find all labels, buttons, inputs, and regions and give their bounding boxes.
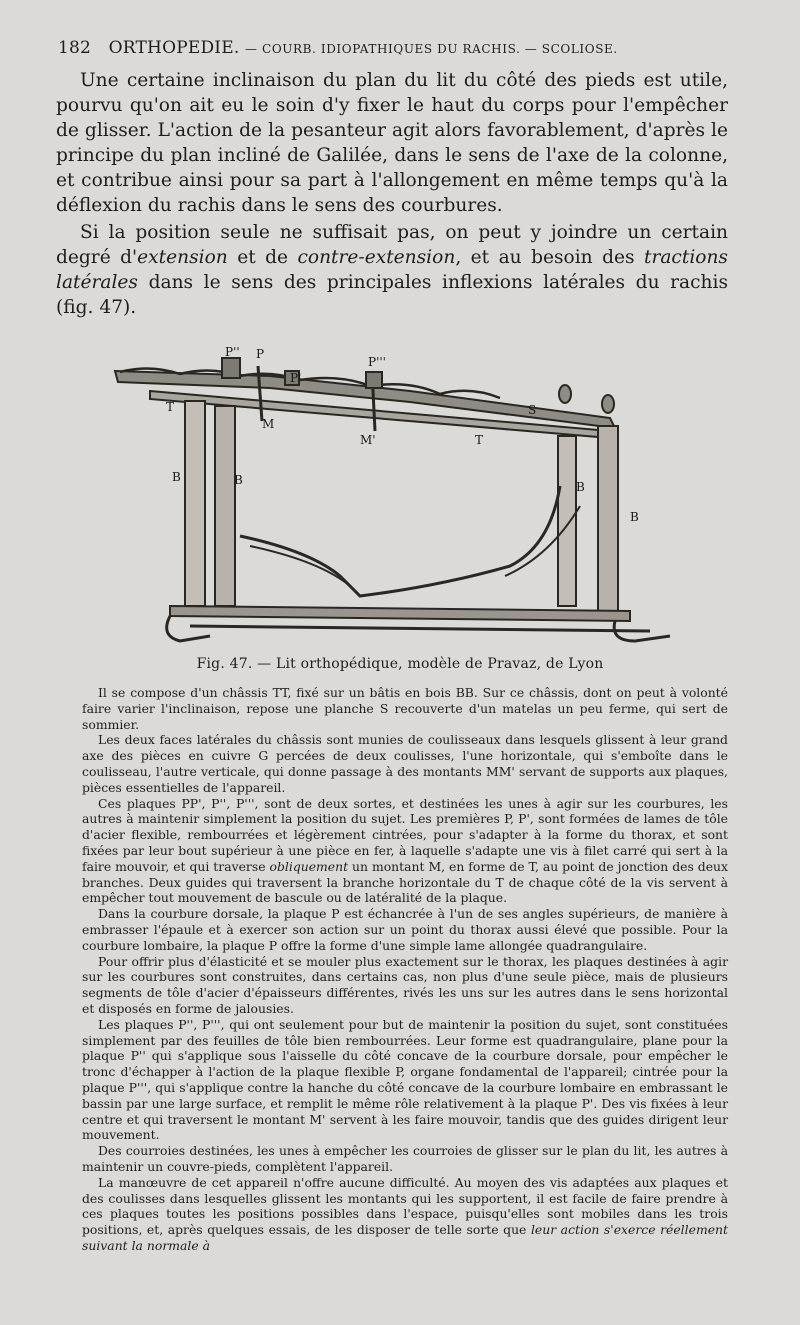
label-b4: B [630, 510, 639, 524]
section-title: ORTHOPEDIE. [108, 38, 240, 58]
label-s: S [528, 403, 537, 417]
label-b3: B [576, 480, 585, 494]
intro-paragraph-2 [56, 220, 728, 320]
label-b2: B [234, 473, 243, 487]
description-paragraph-3 [82, 796, 728, 907]
text-run: Ces plaques PP', P'', P''', sont de deux sortes, et destinées les unes à agir sur les courbures, les autres à maintenir simplement la position du sujet. Les premières P, P', sont formées de lames de tôle d'acier flexible, rembourrées et légèrement cintrées, pour s'adapter à la forme du thorax, et sont fixées par leur bout supérieur à une pièce en fer, à laquelle s'adapte une vis à filet carré qui sert à la faire mouvoir, et qui traverse [82, 795, 728, 874]
figure-orthopedic-bed [110, 336, 690, 646]
description-paragraph-5: Pour offrir plus d'élasticité et se mouler plus exactement sur le thorax, les plaques destinées à agir sur les courbures sont construites, dans certains cas, non plus d'une seule pièce, mais de plusieurs segments de tôle d'acier d'épaisseurs différentes, rivés les uns sur les autres dans le sens horizontal et disposés en forme de jalousies. [82, 953, 728, 1016]
label-m1: M' [360, 433, 376, 447]
intro-text [56, 68, 728, 320]
intro-paragraph-1: Une certaine inclinaison du plan du lit du côté des pieds est utile, pourvu qu'on ait eu le soin d'y fixer le haut du corps pour l'empêcher de glisser. L'action de la pesanteur agit alors favorablement, d'après le principe du plan incliné de Galilée, dans le sens de l'axe de la colonne, et contribue ainsi pour sa part à l'allongement en même temps qu'à la déflexion du rachis dans le sens des courbures. [56, 70, 728, 216]
description-paragraph-2: Les deux faces latérales du châssis sont munies de coulisseaux dans lesquels glissent à leur grand axe des pièces en cuivre G percées de deux coulisses, l'une horizontale, qui s'emboîte dans le coulisseau, l'autre verticale, qui donne passage à des montants MM' servant de supports aux plaques, pièces essentielles de l'appareil. [82, 732, 728, 795]
label-m: M [262, 417, 275, 431]
text-run: Si la position seule ne suffisait pas, on peut y joindre un certain degré d' [56, 222, 728, 268]
description-text [82, 685, 728, 1254]
page-number: 182 [58, 38, 92, 58]
label-b1: B [172, 470, 181, 484]
emphasis-normale: leur action s'exerce réellement suivant la normale à [82, 1222, 728, 1253]
text-run: , et au besoin des [455, 247, 644, 268]
label-t-right: T [475, 433, 484, 447]
description-paragraph-6: Les plaques P'', P''', qui ont seulement pour but de maintenir la position du sujet, sont constituées simplement par des feuilles de tôle bien rembourrées. Leur forme est quadrangulaire, plane pour la plaque P'' qui s'applique sous l'aisselle du côté concave de la courbure dorsale, pour empêcher le tronc d'échapper à l'action de la plaque flexible P, organe fondamental de l'appareil; cintrée pour la plaque P''', qui s'applique contre la hanche du côté concave de la courbure lombaire en embrassant le bassin par une large surface, et remplit le même rôle relativement à la plaque P'. Des vis fixées à leur centre et qui traversent le montant M' servent à les faire mouvoir, tandis que des guides dirigent leur mouvement. [82, 1016, 728, 1143]
label-t-left: T [166, 400, 175, 414]
running-header [58, 38, 748, 58]
text-run: dans le sens des principales inflexions latérales du rachis (fig. 47). [56, 272, 728, 318]
label-p3: P''' [368, 355, 386, 369]
text-run: La manœuvre de cet appareil n'offre aucune difficulté. Au moyen des vis adaptées aux plaques et des coulisses dans lesquelles glissent les montants qui les supportent, il est facile de faire prendre à ces plaques toutes les positions possibles dans l'espace, puisqu'elles sont mobiles dans les trois positions, et, après quelques essais, de les disposer de telle sorte que [82, 1174, 728, 1238]
label-p2: P'' [225, 345, 240, 359]
description-paragraph-7: Des courroies destinées, les unes à empêcher les courroies de glisser sur le plan du lit, les autres à maintenir un couvre-pieds, complètent l'appareil. [82, 1143, 728, 1174]
emphasis-tractions: tractions latérales [56, 247, 728, 293]
emphasis-contre-extension: contre-extension [297, 247, 456, 268]
description-paragraph-4: Dans la courbure dorsale, la plaque P est échancrée à l'un de ses angles supérieurs, de manière à embrasser l'épaule et à exercer son action sur un point du thorax aussi élevé que possible. Pour la courbure lombaire, la plaque P offre la forme d'une simple lame allongée quadrangulaire. [82, 906, 728, 953]
orthopedic-bed-engraving [110, 336, 690, 646]
section-subtitle: — COURB. IDIOPATHIQUES DU RACHIS. — SCOLIOSE. [245, 42, 618, 56]
description-paragraph-8 [82, 1175, 728, 1254]
label-p1: P' [290, 371, 302, 385]
emphasis-extension: extension [137, 247, 228, 268]
text-run: et de [227, 247, 298, 268]
description-paragraph-1: Il se compose d'un châssis TT, fixé sur un bâtis en bois BB. Sur ce châssis, dont on peut à volonté faire varier l'inclinaison, repose une planche S recouverte d'un matelas un peu ferme, qui sert de sommier. [82, 685, 728, 732]
label-p: P [256, 347, 265, 361]
emphasis-obliquement: obliquement [269, 858, 349, 874]
figure-caption: Fig. 47. — Lit orthopédique, modèle de Pravaz, de Lyon [196, 656, 604, 672]
text-run: un montant M, en forme de T, au point de jonction des deux branches. Deux guides qui traversent la branche horizontale du T de chaque côté de la vis servent à empêcher tout mouvement de bascule ou de latéralité de la plaque. [82, 858, 729, 906]
